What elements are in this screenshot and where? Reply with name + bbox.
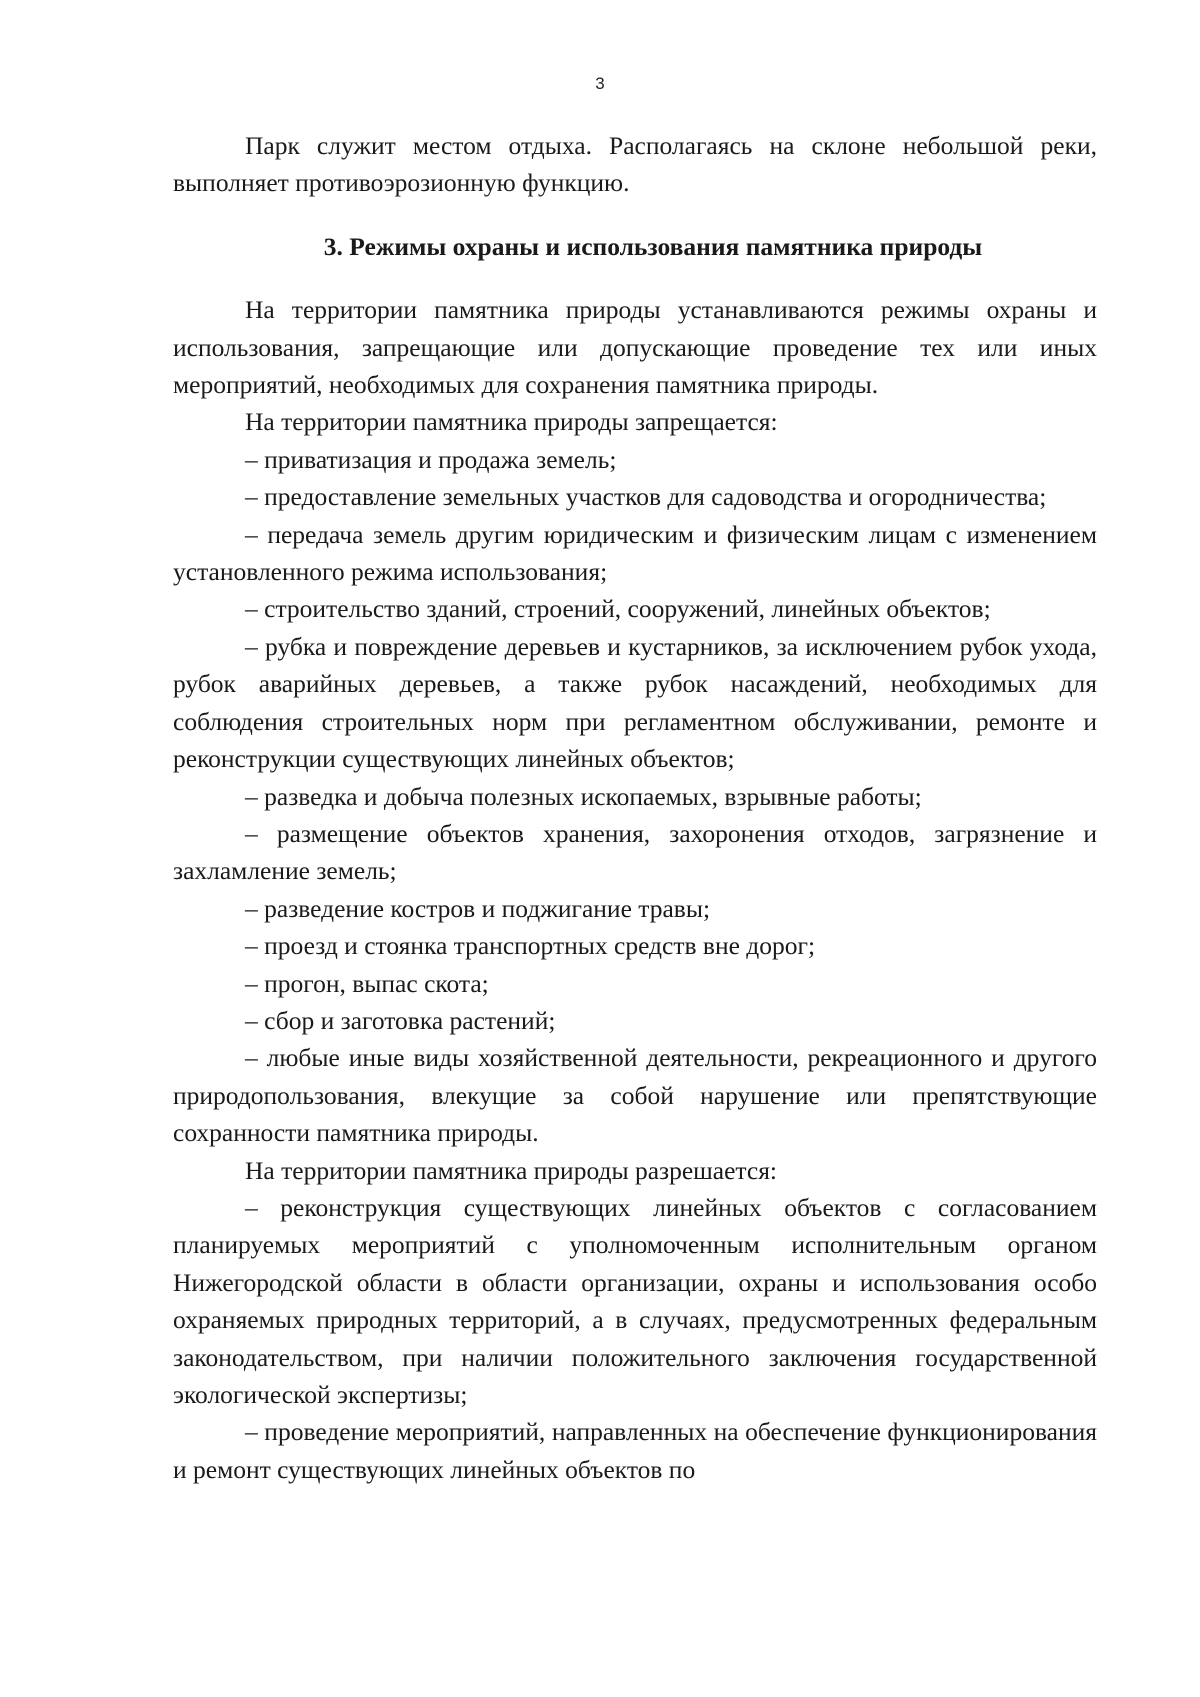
- prohibited-item: – разведка и добыча полезных ископаемых, взрывные работы;: [245, 781, 922, 811]
- prohibited-item: – строительство зданий, строений, сооружений, линейных объектов;: [245, 594, 991, 624]
- paragraph-regimes-intro: На территории памятника природы устанавливаются режимы охраны и использования, запрещающие или допускающие проведение тех или иных мероприятий, необходимых для сохранения памятника природы.: [173, 295, 1097, 400]
- prohibited-item: – разведение костров и поджигание травы;: [245, 893, 711, 923]
- permitted-item: – проведение мероприятий, направленных на обеспечение функционирования и ремонт существующих линейных объектов по: [173, 1417, 1097, 1484]
- prohibited-item: – прогон, выпас скота;: [245, 968, 489, 998]
- page-number: 3: [595, 74, 605, 93]
- prohibited-item: – размещение объектов хранения, захоронения отходов, загрязнение и захламление земель;: [173, 818, 1097, 886]
- prohibited-item: – проезд и стоянка транспортных средств вне дорог;: [245, 931, 816, 961]
- prohibited-item: – приватизация и продажа земель;: [245, 444, 617, 474]
- prohibited-item: – предоставление земельных участков для садоводства и огородничества;: [245, 482, 1047, 512]
- document-body: [173, 127, 1097, 1488]
- section-heading: 3. Режимы охраны и использования памятника природы: [323, 231, 983, 261]
- paragraph-permitted-intro: На территории памятника природы разрешается:: [245, 1155, 778, 1185]
- prohibited-item: – сбор и заготовка растений;: [245, 1005, 556, 1035]
- paragraph-park-function: Парк служит местом отдыха. Располагаясь на склоне небольшой реки, выполняет противоэрозионную функцию.: [173, 131, 1097, 198]
- prohibited-item: – передача земель другим юридическим и физическим лицам с изменением установленного режима использования;: [173, 519, 1097, 587]
- prohibited-item: – любые иные виды хозяйственной деятельности, рекреационного и другого природопользования, влекущие за собой нарушение или препятствующие сохранности памятника природы.: [173, 1043, 1097, 1148]
- permitted-item: – реконструкция существующих линейных объектов с согласованием планируемых мероприятий с уполномоченным исполнительным органом Нижегородской области в области организации, охраны и использования особо охраняемых природных территорий, а в случаях, предусмотренных федеральным законодательством, при наличии положительного заключения государственной экологической экспертизы;: [173, 1192, 1097, 1409]
- paragraph-prohibited-intro: На территории памятника природы запрещается:: [245, 407, 778, 437]
- prohibited-item: – рубка и повреждение деревьев и кустарников, за исключением рубок ухода, рубок аварийных деревьев, а также рубок насаждений, необходимых для соблюдения строительных норм при регламентном обслуживании, ремонте и реконструкции существующих линейных объектов;: [173, 631, 1097, 774]
